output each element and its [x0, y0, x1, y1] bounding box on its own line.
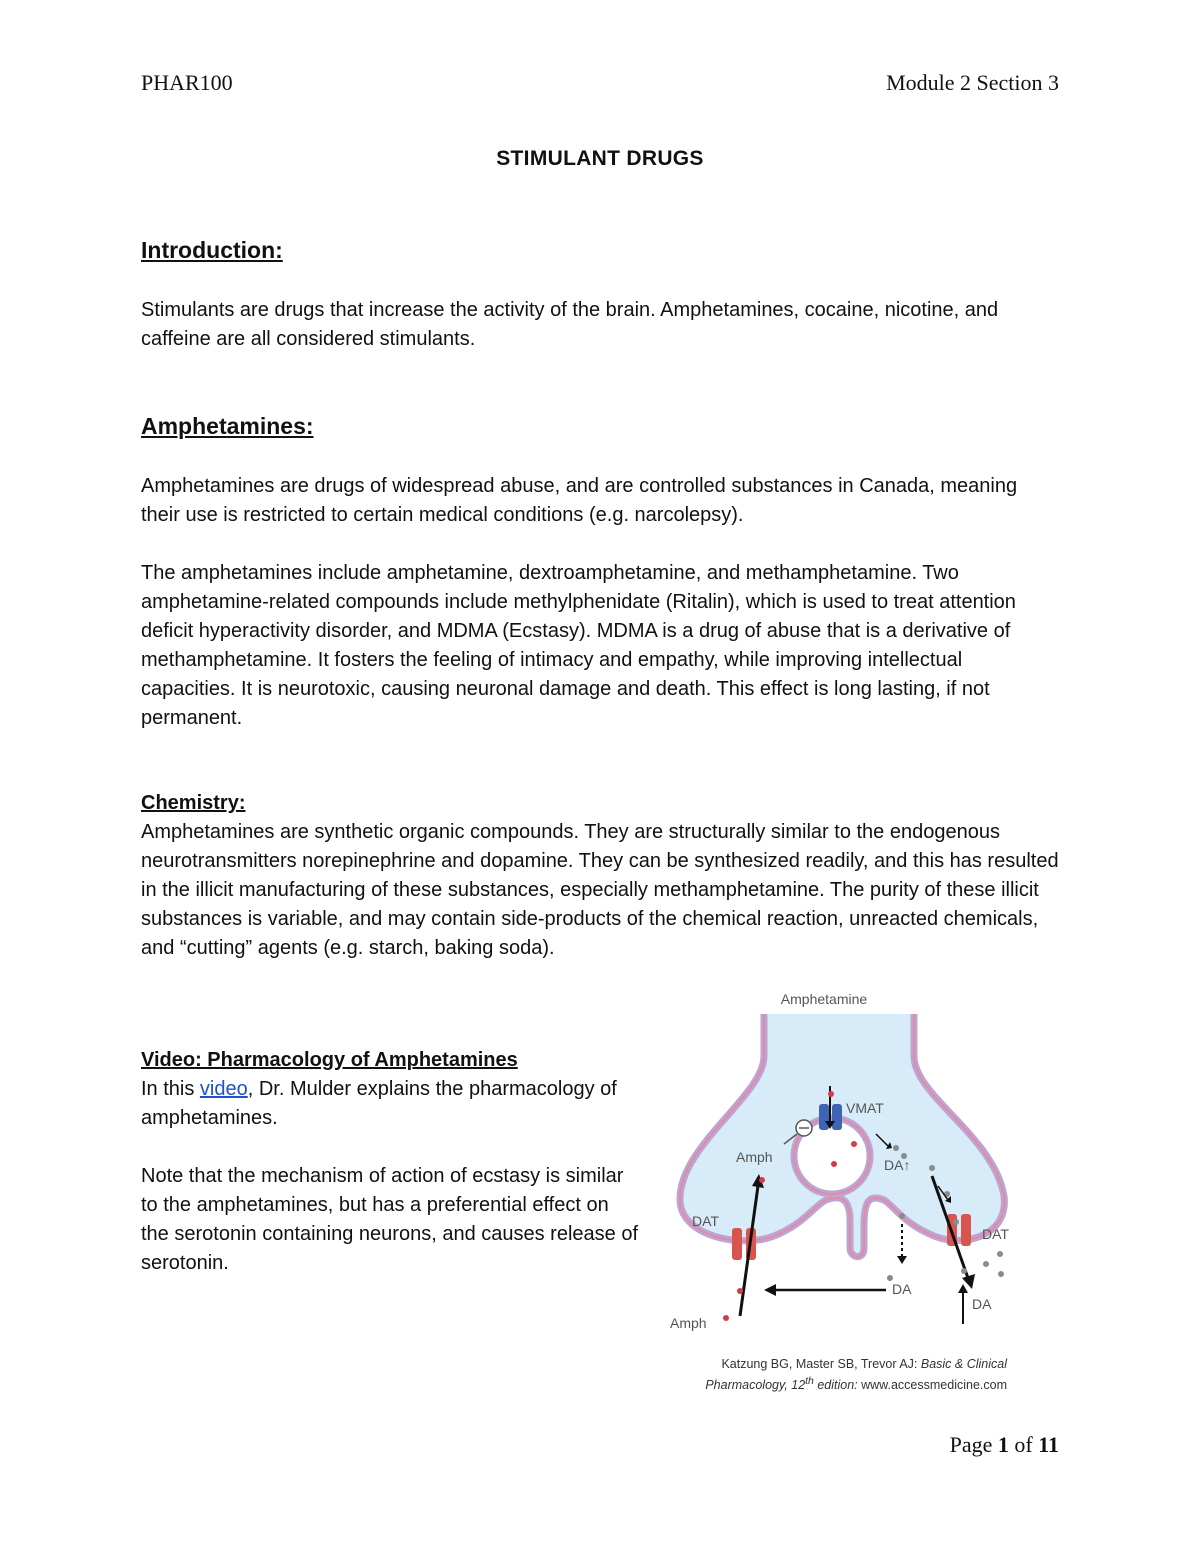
- dat-right-label: DAT: [982, 1226, 1009, 1242]
- video-section: [141, 1046, 641, 1133]
- introduction-heading: Introduction:: [141, 237, 283, 263]
- ecstasy-note: Note that the mechanism of action of ecstasy is similar to the amphetamines, but has a preferential effect on the serotonin containing neurons, and causes release of serotonin.: [141, 1165, 639, 1274]
- caption-authors: Katzung BG, Master SB, Trevor AJ:: [721, 1357, 921, 1371]
- caption-title-b: Pharmacology, 12: [705, 1378, 806, 1393]
- dat-left-label: DAT: [692, 1213, 719, 1229]
- figure-caption: [665, 1355, 1007, 1394]
- amphetamines-paragraph-1: Amphetamines are drugs of widespread abuse, and are controlled substances in Canada, meaning their use is restricted to certain medical conditions (e.g. narcolepsy).: [141, 475, 1018, 526]
- caption-sup: th: [805, 1376, 814, 1387]
- document-title: STIMULANT DRUGS: [496, 147, 704, 170]
- page-total: 11: [1038, 1432, 1059, 1457]
- amphetamines-paragraph-2: The amphetamines include amphetamine, dextroamphetamine, and methamphetamine. Two amphetamine-related compounds include methylphenidate (Ritalin), which is used to treat attention deficit hyperactivity disorder, and MDMA (Ecstasy). MDMA is a drug of abuse that is a derivative of methamphetamine. It fosters the feeling of intimacy and empathy, while improving intellectual capacities. It is neurotoxic, causing neuronal damage and death. This effect is long lasting, if not permanent.: [141, 562, 1016, 729]
- da-mid-label: DA: [892, 1281, 912, 1297]
- figure-title: Amphetamine: [780, 991, 868, 1007]
- page-of: of: [1008, 1432, 1039, 1457]
- video-text-after: , Dr. Mulder explains the pharmacology of amphetamines.: [141, 1078, 617, 1129]
- page-number: [950, 1432, 1059, 1458]
- caption-title-a: Basic & Clinical: [920, 1357, 1007, 1371]
- video-link[interactable]: video: [199, 1078, 248, 1100]
- chemistry-paragraph: Amphetamines are synthetic organic compounds. They are structurally similar to the endogenous neurotransmitters norepinephrine and dopamine. They can be synthesized readily, and this has resulted in the illicit manufacturing of these substances, especially methamphetamine. The purity of these illicit substances is variable, and may contain side-products of the chemical reaction, unreacted chemicals, and “cutting” agents (e.g. starch, baking soda).: [141, 821, 1059, 959]
- page-label: Page: [949, 1432, 998, 1457]
- chemistry-heading: Chemistry:: [141, 792, 246, 814]
- page-current: 1: [997, 1432, 1009, 1457]
- da-up-label: DA↑: [884, 1157, 911, 1173]
- amphetamine-mechanism-figure: [664, 986, 1020, 1346]
- header-section: Module 2 Section 3: [886, 70, 1059, 95]
- introduction-paragraph: Stimulants are drugs that increase the activity of the brain. Amphetamines, cocaine, nicotine, and caffeine are all considered stimulants.: [141, 299, 999, 350]
- caption-url: www.accessmedicine.com: [861, 1378, 1007, 1393]
- video-text-before: In this: [141, 1078, 200, 1100]
- video-heading: Video: Pharmacology of Amphetamines: [141, 1049, 518, 1071]
- header-course: PHAR100: [141, 70, 233, 95]
- amph-inside-label: Amph: [736, 1149, 773, 1165]
- amph-outside-label: Amph: [670, 1315, 707, 1331]
- da-bottom-label: DA: [972, 1296, 992, 1312]
- amphetamines-heading: Amphetamines:: [141, 413, 314, 439]
- chemistry-section: [141, 789, 1061, 963]
- vmat-label: VMAT: [846, 1100, 884, 1116]
- caption-edition: edition:: [813, 1378, 862, 1393]
